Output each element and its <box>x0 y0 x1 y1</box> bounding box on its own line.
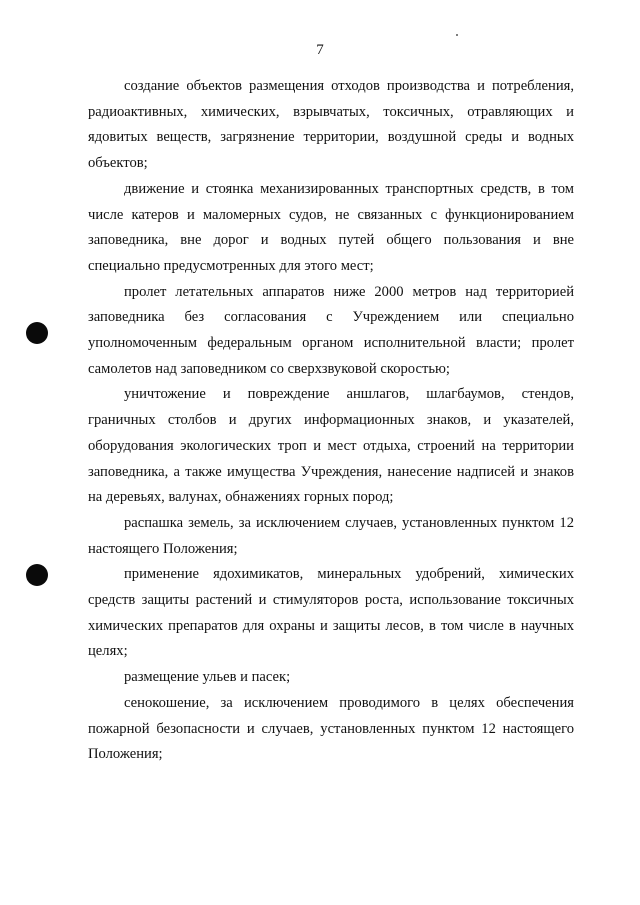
paragraph: движение и стоянка механизированных транспортных средств, в том числе катеров и маломерных судов, не связанных с функционированием заповедника, вне дорог и водных путей общего пользования и вне специально предусмотренных для этого мест; <box>88 180 574 274</box>
paragraph: размещение ульев и пасек; <box>124 669 291 686</box>
paragraph: пролет летательных аппаратов ниже 2000 метров над территорией заповедника без согласования с Учреждением или специально уполномоченным федеральным органом исполнительной власти; пролет самолетов над заповедником со сверхзвуковой скоростью; <box>88 283 574 377</box>
document-body <box>88 74 574 768</box>
scan-speck <box>456 34 458 36</box>
paragraph: уничтожение и повреждение аншлагов, шлагбаумов, стендов, граничных столбов и других информационных знаков, и указателей, оборудования экологических троп и мест отдыха, строений на территории заповедника, а также имущества Учреждения, нанесение надписей и знаков на деревьях, валунах, обнажениях горных пород; <box>88 386 574 506</box>
punch-hole-top <box>26 322 48 344</box>
paragraph: сенокошение, за исключением проводимого в целях обеспечения пожарной безопасности и случаев, установленных пунктом 12 настоящего Положения; <box>88 694 574 763</box>
page-number: 7 <box>316 42 324 58</box>
paragraph: распашка земель, за исключением случаев, установленных пунктом 12 настоящего Положения; <box>88 514 574 557</box>
paragraph: создание объектов размещения отходов производства и потребления, радиоактивных, химических, взрывчатых, токсичных, отравляющих и ядовитых веществ, загрязнение территории, воздушной среды и водных объектов; <box>88 78 574 172</box>
paragraph: применение ядохимикатов, минеральных удобрений, химических средств защиты растений и стимуляторов роста, использование токсичных химических препаратов для охраны и защиты лесов, в том числе в научных целях; <box>88 566 574 660</box>
punch-hole-bottom <box>26 564 48 586</box>
